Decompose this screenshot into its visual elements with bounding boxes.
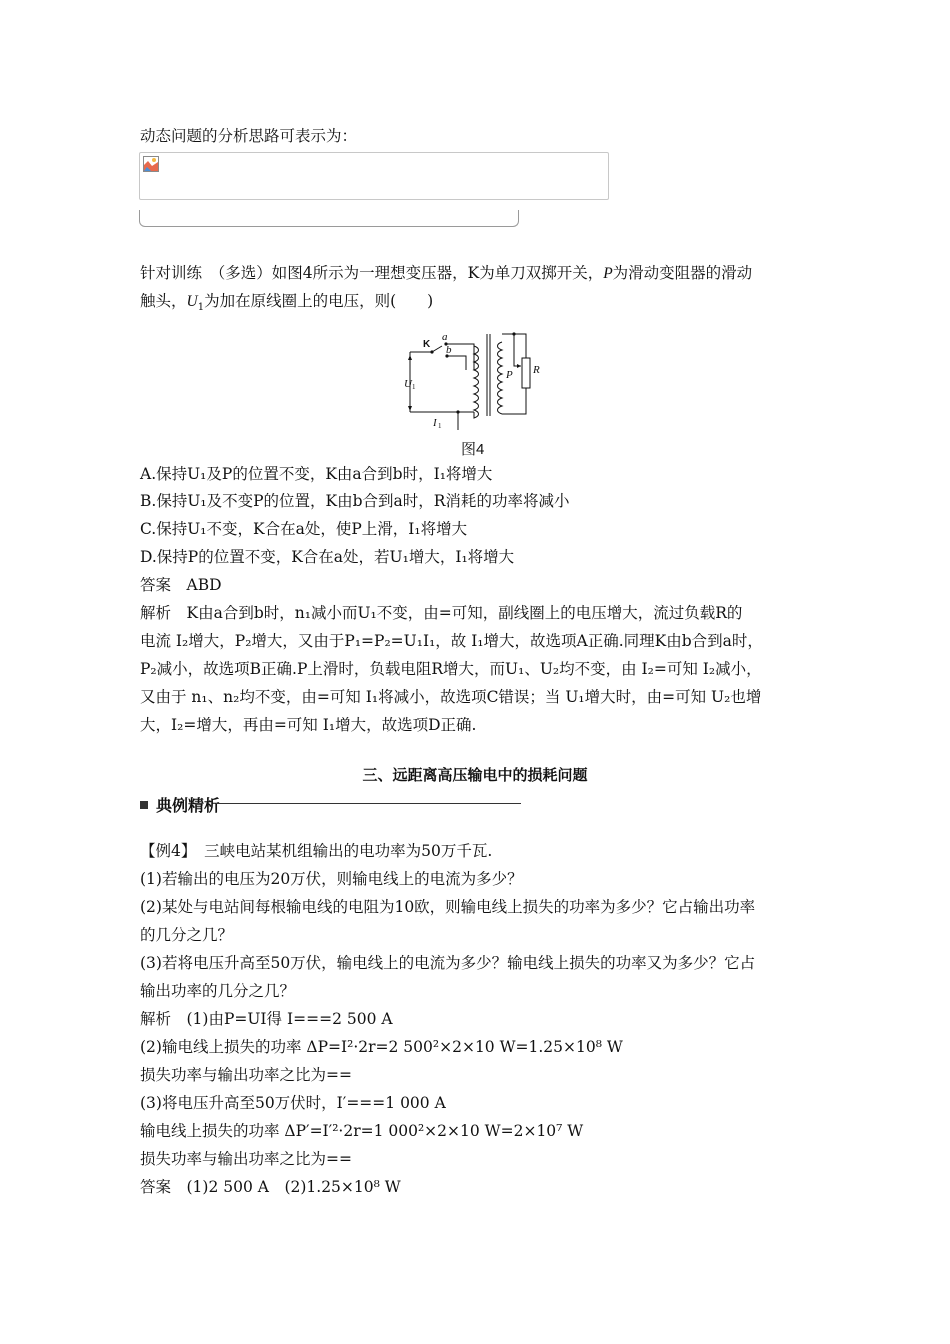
- training-line-1: 针对训练 （多选）如图4所示为一理想变压器，K为单刀双掷开关，P为滑动变阻器的滑动: [140, 264, 753, 282]
- figure-caption: 图4: [461, 441, 485, 458]
- analysis-line: 大，I₂=增大，再由=可知 I₁增大，故选项D正确.: [140, 716, 477, 734]
- example-line: 损失功率与输出功率之比为==: [140, 1066, 352, 1084]
- example-line: 损失功率与输出功率之比为==: [140, 1150, 352, 1168]
- analysis-line: 电流 I₂增大，P₂增大，又由于P₁=P₂=U₁I₁，故 I₁增大，故选项A正确.同理K由b合到a时，: [140, 632, 763, 650]
- broken-image-placeholder: [139, 152, 609, 200]
- switch-terminal-a-label: a: [442, 331, 448, 343]
- example-answer: 答案 (1)2 500 A (2)1.25×10⁸ W: [140, 1178, 401, 1196]
- example-line: 输出功率的几分之几？: [140, 982, 296, 1000]
- example-line: 输电线上损失的功率 ΔP′=I′²·2r=1 000²×2×10 W=2×10⁷ W: [140, 1122, 584, 1140]
- option-a: A.保持U₁及P的位置不变，K由a合到b时，I₁将增大: [140, 465, 493, 483]
- section-heading-label: 典例精析: [156, 798, 221, 815]
- resistor-r-label: R: [533, 364, 540, 376]
- section-rule: [216, 803, 521, 804]
- example-line: 【例4】 三峡电站某机组输出的电功率为50万千瓦.: [140, 842, 493, 860]
- answer-1: 答案 ABD: [140, 576, 222, 594]
- example-line: (3)将电压升高至50万伏时，I′===1 000 A: [140, 1094, 446, 1112]
- current-i1-subscript: 1: [438, 422, 442, 430]
- transformer-circuit-diagram: [398, 330, 548, 430]
- example-line: 解析 (1)由P=UI得 I===2 500 A: [140, 1010, 393, 1028]
- diagram-bracket: [139, 210, 519, 227]
- switch-terminal-b-label: b: [446, 344, 452, 356]
- section-title: 三、远距离高压输电中的损耗问题: [362, 767, 588, 784]
- option-d: D.保持P的位置不变，K合在a处，若U₁增大，I₁将增大: [140, 548, 515, 566]
- option-c: C.保持U₁不变，K合在a处，使P上滑，I₁将增大: [140, 520, 468, 538]
- voltage-u1-label: U: [404, 378, 412, 390]
- current-i1-label: I: [433, 417, 437, 429]
- example-line: (1)若输出的电压为20万伏，则输电线上的电流为多少？: [140, 870, 523, 888]
- intro-text: 动态问题的分析思路可表示为：: [140, 127, 358, 145]
- example-line: (2)某处与电站间每根输电线的电阻为10欧，则输电线上损失的功率为多少？它占输出功率: [140, 898, 756, 916]
- training-line-2: 触头，$U_1$为加在原线圈上的电压，则( ): [140, 292, 434, 314]
- analysis-line: P₂减小，故选项B正确.P上滑时，负载电阻R增大，而U₁、U₂均不变，由 I₂=可知 I₂减小，: [140, 660, 762, 678]
- option-b: B.保持U₁及不变P的位置，K由b合到a时，R消耗的功率将减小: [140, 492, 570, 510]
- example-line: (3)若将电压升高至50万伏，输电线上的电流为多少？输电线上损失的功率又为多少？它占: [140, 954, 756, 972]
- square-bullet-icon: [140, 801, 148, 809]
- voltage-u1-subscript: 1: [412, 383, 416, 391]
- analysis-line: 解析 K由a合到b时，n₁减小而U₁不变，由=可知，副线圈上的电压增大，流过负载R的: [140, 604, 743, 622]
- section-heading: [140, 793, 220, 816]
- broken-image-icon: [143, 156, 159, 172]
- switch-k-label: K: [423, 339, 431, 350]
- analysis-line: 又由于 n₁、n₂均不变，由=可知 I₁将减小，故选项C错误；当 U₁增大时，由=可知 U₂也增: [140, 688, 762, 706]
- slider-p-label: P: [506, 369, 513, 381]
- example-line: (2)输电线上损失的功率 ΔP=I²·2r=2 500²×2×10 W=1.25×10⁸ W: [140, 1038, 623, 1056]
- example-line: 的几分之几？: [140, 926, 234, 944]
